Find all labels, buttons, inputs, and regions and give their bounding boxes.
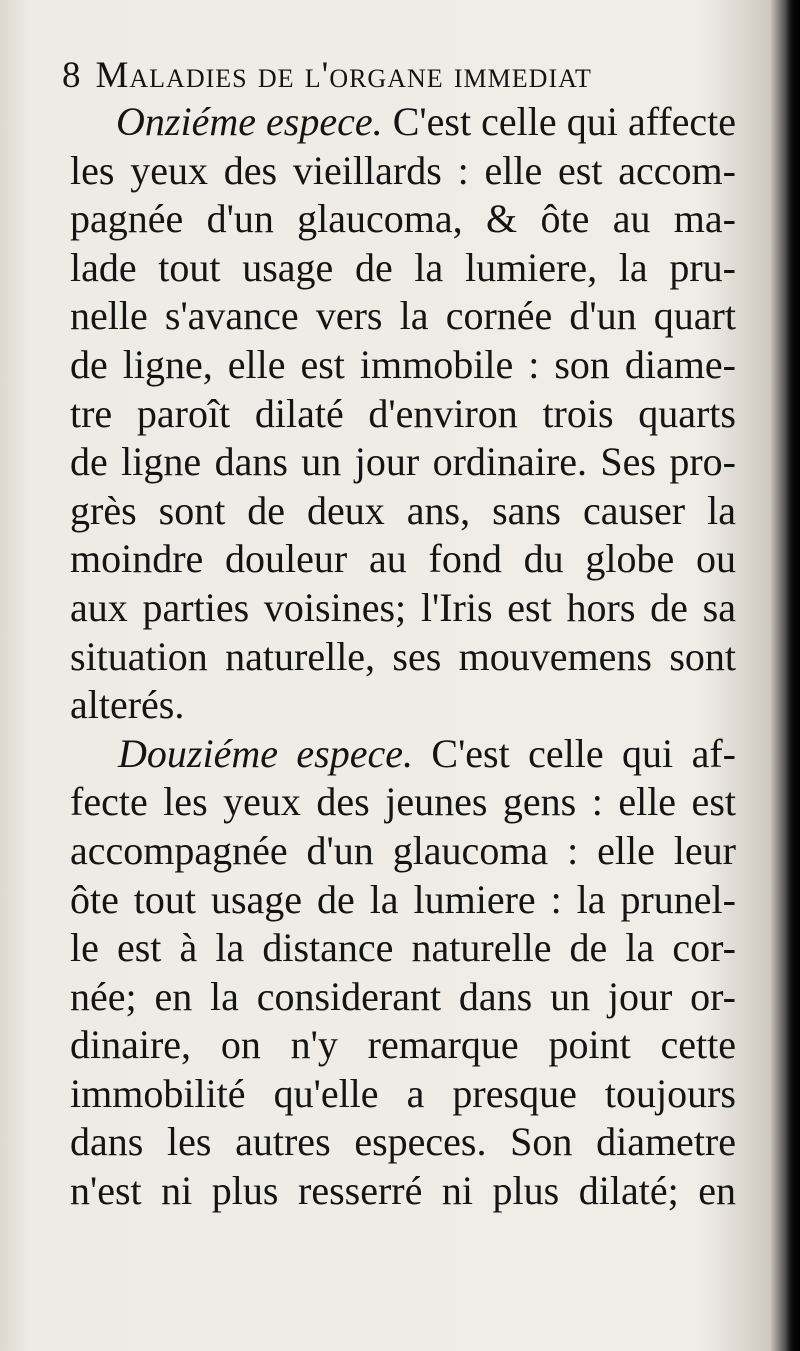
text-span: C'est celle qui affecte <box>382 99 736 144</box>
text-line <box>70 730 736 779</box>
species-heading: Onziéme espece. <box>116 99 383 144</box>
text-line: le est à la distance naturelle de la cor- <box>70 925 736 971</box>
text-line: immobilité qu'elle a presque toujours <box>70 1070 736 1116</box>
text-line: les yeux des vieillards : elle est accom- <box>70 147 736 193</box>
running-title: Maladies de l'organe immediat <box>95 55 592 96</box>
text-line: tre paroît dilaté d'environ trois quarts <box>70 390 736 436</box>
text-line: de ligne dans un jour ordinaire. Ses pro- <box>70 439 736 485</box>
text-span: C'est celle qui af- <box>412 730 736 776</box>
text-line: dans les autres especes. Son diametre <box>70 1119 736 1165</box>
text-line: aux parties voisines; l'Iris est hors de sa <box>70 584 736 630</box>
text-line: lade tout usage de la lumiere, la pru- <box>70 244 736 290</box>
page-number: 8 <box>62 55 82 96</box>
text-line <box>70 98 736 147</box>
species-heading: Douziéme espece. <box>118 730 413 776</box>
text-line: accompagnée d'un glaucoma : elle leur <box>70 827 736 873</box>
text-line: nelle s'avance vers la cornée d'un quart <box>70 293 736 339</box>
text-line: pagnée d'un glaucoma, & ôte au ma- <box>70 196 736 242</box>
text-line: de ligne, elle est immobile : son diame- <box>70 341 736 387</box>
text-line: ôte tout usage de la lumiere : la prunel- <box>70 876 736 922</box>
text-line: situation naturelle, ses mouvemens sont <box>70 633 736 679</box>
text-line: fecte les yeux des jeunes gens : elle est <box>70 779 736 825</box>
text-line: grès sont de deux ans, sans causer la <box>70 487 736 533</box>
running-head <box>62 52 722 100</box>
text-line: moindre douleur au fond du globe ou <box>70 536 736 582</box>
binding-shadow <box>786 0 800 1351</box>
text-line: née; en la considerant dans un jour or- <box>70 973 736 1019</box>
body-text <box>70 98 736 1216</box>
text-line: dinaire, on n'y remarque point cette <box>70 1022 736 1068</box>
text-line: alterés. <box>70 682 185 728</box>
text-line: n'est ni plus resserré ni plus dilaté; en <box>70 1168 736 1214</box>
